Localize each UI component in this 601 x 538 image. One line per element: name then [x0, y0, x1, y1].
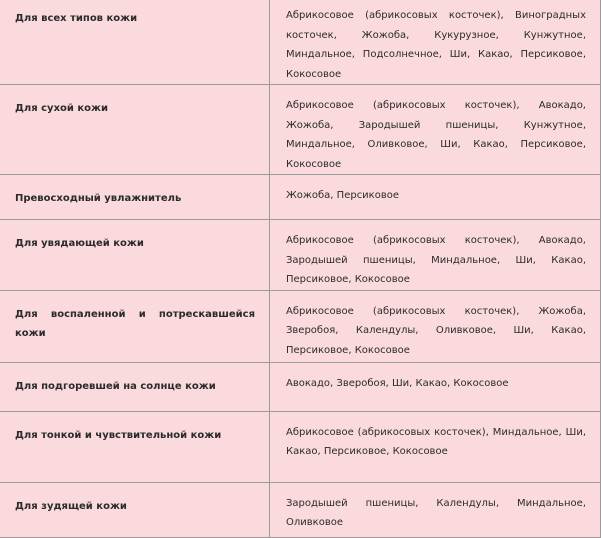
skin-type-cell: Для сухой кожи: [0, 85, 270, 175]
skin-type-cell: Для тонкой и чувствительной кожи: [0, 411, 270, 482]
oils-cell: Абрикосовое (абрикосовых косточек), Миндальное, Ши, Какао, Персиковое, Кокосовое: [270, 411, 601, 482]
table-row: [0, 362, 601, 411]
table-row: [0, 290, 601, 362]
oils-cell: Жожоба, Персиковое: [270, 175, 601, 220]
oils-cell: Зародышей пшеницы, Календулы, Миндальное, Оливковое: [270, 482, 601, 537]
skin-type-cell: Для всех типов кожи: [0, 0, 270, 85]
oils-cell: Авокадо, Зверобоя, Ши, Какао, Кокосовое: [270, 362, 601, 411]
oils-cell: Абрикосовое (абрикосовых косточек), Авокадо, Жожоба, Зародышей пшеницы, Кунжутное, Миндальное, Оливковое, Ши, Какао, Персиковое, Кокосовое: [270, 85, 601, 175]
table-row: [0, 0, 601, 85]
oils-cell: Абрикосовое (абрикосовых косточек), Виноградных косточек, Жожоба, Кукурузное, Кунжутное, Миндальное, Подсолнечное, Ши, Какао, Персиковое, Кокосовое: [270, 0, 601, 85]
table-row: [0, 220, 601, 291]
oils-cell: Абрикосовое (абрикосовых косточек), Жожоба, Зверобоя, Календулы, Оливковое, Ши, Какао, Персиковое, Кокосовое: [270, 290, 601, 362]
table-row: [0, 411, 601, 482]
table-row: [0, 85, 601, 175]
oils-cell: Абрикосовое (абрикосовых косточек), Авокадо, Зародышей пшеницы, Миндальное, Ши, Какао, Персиковое, Кокосовое: [270, 220, 601, 291]
skin-type-cell: Для зудящей кожи: [0, 482, 270, 537]
table-row: [0, 175, 601, 220]
skin-type-cell: Для увядающей кожи: [0, 220, 270, 291]
skin-type-cell: Для воспаленной и потрескавшейся кожи: [0, 290, 270, 362]
skin-type-cell: Для подгоревшей на солнце кожи: [0, 362, 270, 411]
skin-type-cell: Превосходный увлажнитель: [0, 175, 270, 220]
table-row: [0, 482, 601, 537]
